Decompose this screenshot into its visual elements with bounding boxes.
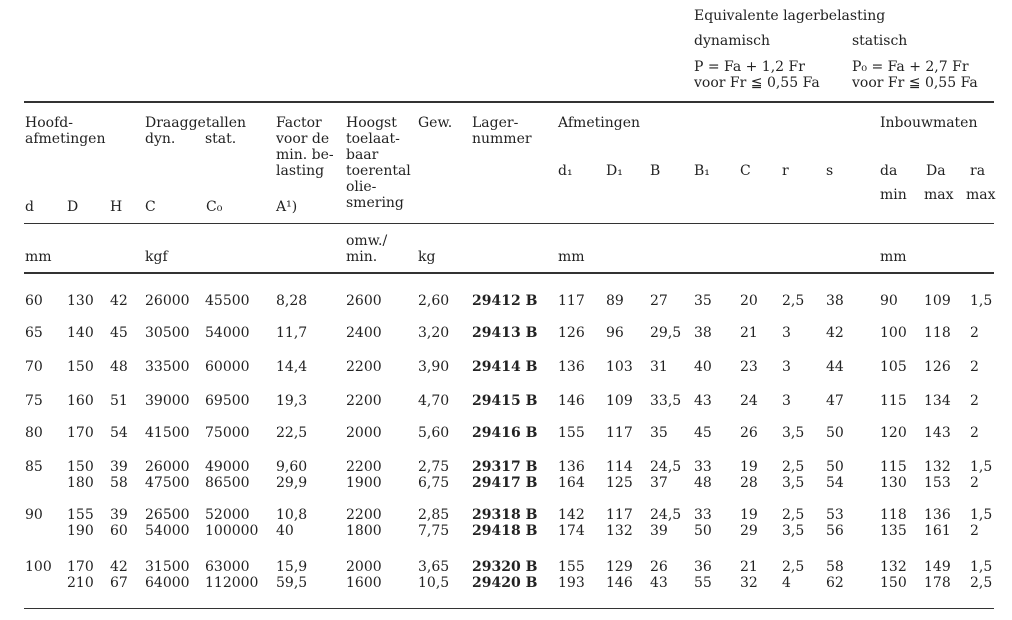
col-Da: Da xyxy=(926,163,946,179)
cell-D: 150 xyxy=(67,459,94,475)
cell-D: 140 xyxy=(67,325,94,341)
cell-D1: 132 xyxy=(606,523,633,539)
col-d1: d₁ xyxy=(558,163,573,179)
cell-gewicht: 7,75 xyxy=(418,523,450,539)
cell-s: 50 xyxy=(826,459,844,475)
cell-A: 40 xyxy=(276,523,294,539)
equiv-dyn-formula-2: voor Fr ≦ 0,55 Fa xyxy=(694,75,820,91)
cell-toerental: 2400 xyxy=(346,325,382,341)
cell-C0: 52000 xyxy=(205,507,250,523)
cell-A: 10,8 xyxy=(276,507,308,523)
cell-A: 15,9 xyxy=(276,559,308,575)
cell-d: 85 xyxy=(25,459,43,475)
cell-C: 64000 xyxy=(145,575,190,591)
cell-r: 3,5 xyxy=(782,475,805,491)
cell-Da: 109 xyxy=(924,293,951,309)
header-gewicht: Gew. xyxy=(418,115,453,131)
cell-A: 9,60 xyxy=(276,459,308,475)
cell-r: 2,5 xyxy=(782,459,805,475)
cell-da: 118 xyxy=(880,507,907,523)
cell-d1: 164 xyxy=(558,475,585,491)
cell-C0: 69500 xyxy=(205,393,250,409)
unit-mm-afmetingen: mm xyxy=(558,249,585,265)
cell-C2: 28 xyxy=(740,475,758,491)
col-C0: C₀ xyxy=(206,199,223,215)
cell-C2: 20 xyxy=(740,293,758,309)
cell-da: 120 xyxy=(880,425,907,441)
col-s: s xyxy=(826,163,834,179)
cell-d: 100 xyxy=(25,559,52,575)
cell-gewicht: 2,75 xyxy=(418,459,450,475)
cell-d1: 117 xyxy=(558,293,585,309)
cell-A: 11,7 xyxy=(276,325,308,341)
cell-da: 105 xyxy=(880,359,907,375)
cell-D1: 129 xyxy=(606,559,633,575)
cell-H: 51 xyxy=(110,393,128,409)
cell-B1: 35 xyxy=(694,293,712,309)
cell-s: 44 xyxy=(826,359,844,375)
unit-kg: kg xyxy=(418,249,436,265)
cell-D1: 103 xyxy=(606,359,633,375)
cell-lagernummer: 29415 B xyxy=(472,393,538,409)
col-B: B xyxy=(650,163,661,179)
cell-s: 54 xyxy=(826,475,844,491)
cell-d1: 155 xyxy=(558,425,585,441)
cell-Da: 153 xyxy=(924,475,951,491)
cell-C0: 45500 xyxy=(205,293,250,309)
cell-B: 37 xyxy=(650,475,668,491)
cell-d1: 174 xyxy=(558,523,585,539)
cell-toerental: 2200 xyxy=(346,507,382,523)
equiv-dyn-formula-1: P = Fa + 1,2 Fr xyxy=(694,59,805,75)
cell-da: 130 xyxy=(880,475,907,491)
rule-units xyxy=(24,272,994,274)
cell-s: 62 xyxy=(826,575,844,591)
cell-D: 170 xyxy=(67,425,94,441)
cell-lagernummer: 29320 B xyxy=(472,559,538,575)
cell-lagernummer: 29418 B xyxy=(472,523,538,539)
header-stat: stat. xyxy=(205,131,237,147)
cell-da: 150 xyxy=(880,575,907,591)
col-H: H xyxy=(110,199,123,215)
col-A: A¹) xyxy=(276,199,298,215)
header-hoofdafmetingen: Hoofd- afmetingen xyxy=(25,115,106,147)
unit-mm-main: mm xyxy=(25,249,52,265)
cell-D: 210 xyxy=(67,575,94,591)
cell-da: 135 xyxy=(880,523,907,539)
cell-gewicht: 5,60 xyxy=(418,425,450,441)
cell-C0: 54000 xyxy=(205,325,250,341)
cell-D1: 109 xyxy=(606,393,633,409)
cell-D: 150 xyxy=(67,359,94,375)
cell-gewicht: 3,65 xyxy=(418,559,450,575)
cell-d1: 142 xyxy=(558,507,585,523)
cell-D: 130 xyxy=(67,293,94,309)
cell-ra: 2 xyxy=(970,359,979,375)
equiv-dyn-label: dynamisch xyxy=(694,33,771,49)
cell-gewicht: 4,70 xyxy=(418,393,450,409)
cell-d: 80 xyxy=(25,425,43,441)
cell-toerental: 1600 xyxy=(346,575,382,591)
cell-r: 4 xyxy=(782,575,791,591)
cell-toerental: 1800 xyxy=(346,523,382,539)
cell-C2: 26 xyxy=(740,425,758,441)
col-C: C xyxy=(145,199,156,215)
cell-ra: 1,5 xyxy=(970,507,993,523)
equiv-stat-label: statisch xyxy=(852,33,908,49)
cell-H: 42 xyxy=(110,293,128,309)
equiv-stat-formula-2: voor Fr ≦ 0,55 Fa xyxy=(852,75,978,91)
header-factor: Factor voor de min. be- lasting xyxy=(276,115,334,179)
cell-C0: 112000 xyxy=(205,575,259,591)
header-lagernummer: Lager- nummer xyxy=(472,115,532,147)
header-hoogst-toerental: Hoogst toelaat- baar toerental olie- smering xyxy=(346,115,411,211)
rule-bottom xyxy=(24,608,994,609)
cell-C: 31500 xyxy=(145,559,190,575)
cell-D1: 89 xyxy=(606,293,624,309)
cell-D1: 96 xyxy=(606,325,624,341)
cell-gewicht: 10,5 xyxy=(418,575,450,591)
cell-d: 90 xyxy=(25,507,43,523)
cell-da: 100 xyxy=(880,325,907,341)
cell-d1: 136 xyxy=(558,359,585,375)
cell-s: 47 xyxy=(826,393,844,409)
cell-B: 27 xyxy=(650,293,668,309)
cell-B1: 36 xyxy=(694,559,712,575)
cell-A: 29,9 xyxy=(276,475,308,491)
cell-s: 42 xyxy=(826,325,844,341)
cell-C0: 75000 xyxy=(205,425,250,441)
cell-lagernummer: 29416 B xyxy=(472,425,538,441)
cell-Da: 149 xyxy=(924,559,951,575)
cell-C0: 86500 xyxy=(205,475,250,491)
cell-B1: 45 xyxy=(694,425,712,441)
cell-r: 3 xyxy=(782,359,791,375)
cell-toerental: 2200 xyxy=(346,393,382,409)
cell-D: 170 xyxy=(67,559,94,575)
cell-C2: 29 xyxy=(740,523,758,539)
cell-d: 70 xyxy=(25,359,43,375)
cell-s: 38 xyxy=(826,293,844,309)
cell-s: 56 xyxy=(826,523,844,539)
cell-gewicht: 6,75 xyxy=(418,475,450,491)
cell-B1: 43 xyxy=(694,393,712,409)
cell-r: 2,5 xyxy=(782,559,805,575)
cell-C2: 19 xyxy=(740,459,758,475)
cell-A: 14,4 xyxy=(276,359,308,375)
cell-ra: 1,5 xyxy=(970,293,993,309)
col-ra-max: max xyxy=(966,187,996,203)
cell-C2: 21 xyxy=(740,325,758,341)
cell-toerental: 2200 xyxy=(346,459,382,475)
cell-B: 39 xyxy=(650,523,668,539)
cell-d1: 126 xyxy=(558,325,585,341)
cell-D: 180 xyxy=(67,475,94,491)
cell-D1: 125 xyxy=(606,475,633,491)
cell-B1: 33 xyxy=(694,507,712,523)
cell-H: 54 xyxy=(110,425,128,441)
cell-H: 39 xyxy=(110,507,128,523)
cell-H: 39 xyxy=(110,459,128,475)
cell-toerental: 2000 xyxy=(346,559,382,575)
cell-d1: 193 xyxy=(558,575,585,591)
cell-Da: 178 xyxy=(924,575,951,591)
cell-da: 115 xyxy=(880,393,907,409)
col-D1: D₁ xyxy=(606,163,623,179)
cell-da: 115 xyxy=(880,459,907,475)
cell-B: 24,5 xyxy=(650,507,682,523)
cell-gewicht: 2,85 xyxy=(418,507,450,523)
header-inbouwmaten: Inbouwmaten xyxy=(880,115,978,131)
col-da: da xyxy=(880,163,898,179)
cell-ra: 2,5 xyxy=(970,575,993,591)
cell-C2: 32 xyxy=(740,575,758,591)
cell-H: 48 xyxy=(110,359,128,375)
cell-H: 58 xyxy=(110,475,128,491)
cell-C: 39000 xyxy=(145,393,190,409)
cell-ra: 2 xyxy=(970,425,979,441)
unit-kgf: kgf xyxy=(145,249,168,265)
cell-Da: 118 xyxy=(924,325,951,341)
cell-D: 160 xyxy=(67,393,94,409)
cell-toerental: 2000 xyxy=(346,425,382,441)
cell-B: 24,5 xyxy=(650,459,682,475)
header-draaggetallen: Draaggetallen xyxy=(145,115,247,131)
cell-r: 3 xyxy=(782,393,791,409)
cell-s: 53 xyxy=(826,507,844,523)
unit-omw-min: omw./ min. xyxy=(346,233,388,265)
cell-C: 26000 xyxy=(145,293,190,309)
cell-B: 33,5 xyxy=(650,393,682,409)
cell-D: 155 xyxy=(67,507,94,523)
col-Da-max: max xyxy=(924,187,954,203)
equiv-stat-formula-1: P₀ = Fa + 2,7 Fr xyxy=(852,59,969,75)
cell-C: 54000 xyxy=(145,523,190,539)
unit-mm-inbouw: mm xyxy=(880,249,907,265)
cell-da: 90 xyxy=(880,293,898,309)
cell-C2: 23 xyxy=(740,359,758,375)
cell-da: 132 xyxy=(880,559,907,575)
col-da-min: min xyxy=(880,187,907,203)
cell-r: 3,5 xyxy=(782,425,805,441)
cell-toerental: 1900 xyxy=(346,475,382,491)
cell-B1: 48 xyxy=(694,475,712,491)
cell-C: 26000 xyxy=(145,459,190,475)
cell-C: 41500 xyxy=(145,425,190,441)
cell-A: 22,5 xyxy=(276,425,308,441)
cell-d: 75 xyxy=(25,393,43,409)
cell-D1: 146 xyxy=(606,575,633,591)
cell-B: 43 xyxy=(650,575,668,591)
cell-d: 60 xyxy=(25,293,43,309)
cell-B: 31 xyxy=(650,359,668,375)
cell-C2: 19 xyxy=(740,507,758,523)
cell-B1: 38 xyxy=(694,325,712,341)
cell-C0: 100000 xyxy=(205,523,259,539)
cell-C0: 60000 xyxy=(205,359,250,375)
cell-d1: 146 xyxy=(558,393,585,409)
rule-top xyxy=(24,101,994,103)
cell-d: 65 xyxy=(25,325,43,341)
cell-r: 2,5 xyxy=(782,507,805,523)
cell-C2: 21 xyxy=(740,559,758,575)
cell-toerental: 2200 xyxy=(346,359,382,375)
cell-B1: 55 xyxy=(694,575,712,591)
cell-H: 67 xyxy=(110,575,128,591)
cell-Da: 161 xyxy=(924,523,951,539)
cell-Da: 132 xyxy=(924,459,951,475)
rule-header xyxy=(24,223,994,224)
col-ra: ra xyxy=(970,163,986,179)
cell-C: 33500 xyxy=(145,359,190,375)
cell-ra: 1,5 xyxy=(970,459,993,475)
col-B1: B₁ xyxy=(694,163,710,179)
cell-ra: 2 xyxy=(970,475,979,491)
cell-lagernummer: 29417 B xyxy=(472,475,538,491)
cell-ra: 1,5 xyxy=(970,559,993,575)
col-D: D xyxy=(67,199,79,215)
cell-ra: 2 xyxy=(970,523,979,539)
cell-B1: 40 xyxy=(694,359,712,375)
cell-C: 30500 xyxy=(145,325,190,341)
cell-r: 3,5 xyxy=(782,523,805,539)
cell-B1: 33 xyxy=(694,459,712,475)
cell-D1: 114 xyxy=(606,459,633,475)
cell-s: 58 xyxy=(826,559,844,575)
cell-H: 42 xyxy=(110,559,128,575)
cell-B: 26 xyxy=(650,559,668,575)
cell-B: 29,5 xyxy=(650,325,682,341)
col-d: d xyxy=(25,199,34,215)
equiv-title: Equivalente lagerbelasting xyxy=(694,8,886,24)
cell-A: 59,5 xyxy=(276,575,308,591)
cell-lagernummer: 29318 B xyxy=(472,507,538,523)
cell-s: 50 xyxy=(826,425,844,441)
cell-Da: 134 xyxy=(924,393,951,409)
cell-gewicht: 3,90 xyxy=(418,359,450,375)
cell-A: 8,28 xyxy=(276,293,308,309)
col-C2: C xyxy=(740,163,751,179)
cell-lagernummer: 29413 B xyxy=(472,325,538,341)
cell-C0: 49000 xyxy=(205,459,250,475)
cell-D1: 117 xyxy=(606,425,633,441)
cell-D: 190 xyxy=(67,523,94,539)
cell-Da: 143 xyxy=(924,425,951,441)
cell-Da: 136 xyxy=(924,507,951,523)
cell-lagernummer: 29420 B xyxy=(472,575,538,591)
cell-Da: 126 xyxy=(924,359,951,375)
cell-H: 45 xyxy=(110,325,128,341)
cell-H: 60 xyxy=(110,523,128,539)
cell-lagernummer: 29414 B xyxy=(472,359,538,375)
cell-d1: 136 xyxy=(558,459,585,475)
cell-B: 35 xyxy=(650,425,668,441)
cell-C0: 63000 xyxy=(205,559,250,575)
cell-d1: 155 xyxy=(558,559,585,575)
col-r: r xyxy=(782,163,789,179)
cell-lagernummer: 29317 B xyxy=(472,459,538,475)
header-afmetingen: Afmetingen xyxy=(558,115,640,131)
cell-r: 2,5 xyxy=(782,293,805,309)
cell-C: 47500 xyxy=(145,475,190,491)
cell-ra: 2 xyxy=(970,393,979,409)
cell-C2: 24 xyxy=(740,393,758,409)
cell-ra: 2 xyxy=(970,325,979,341)
header-dyn: dyn. xyxy=(145,131,176,147)
cell-toerental: 2600 xyxy=(346,293,382,309)
cell-gewicht: 2,60 xyxy=(418,293,450,309)
cell-lagernummer: 29412 B xyxy=(472,293,538,309)
cell-gewicht: 3,20 xyxy=(418,325,450,341)
cell-A: 19,3 xyxy=(276,393,308,409)
cell-D1: 117 xyxy=(606,507,633,523)
cell-B1: 50 xyxy=(694,523,712,539)
cell-C: 26500 xyxy=(145,507,190,523)
cell-r: 3 xyxy=(782,325,791,341)
